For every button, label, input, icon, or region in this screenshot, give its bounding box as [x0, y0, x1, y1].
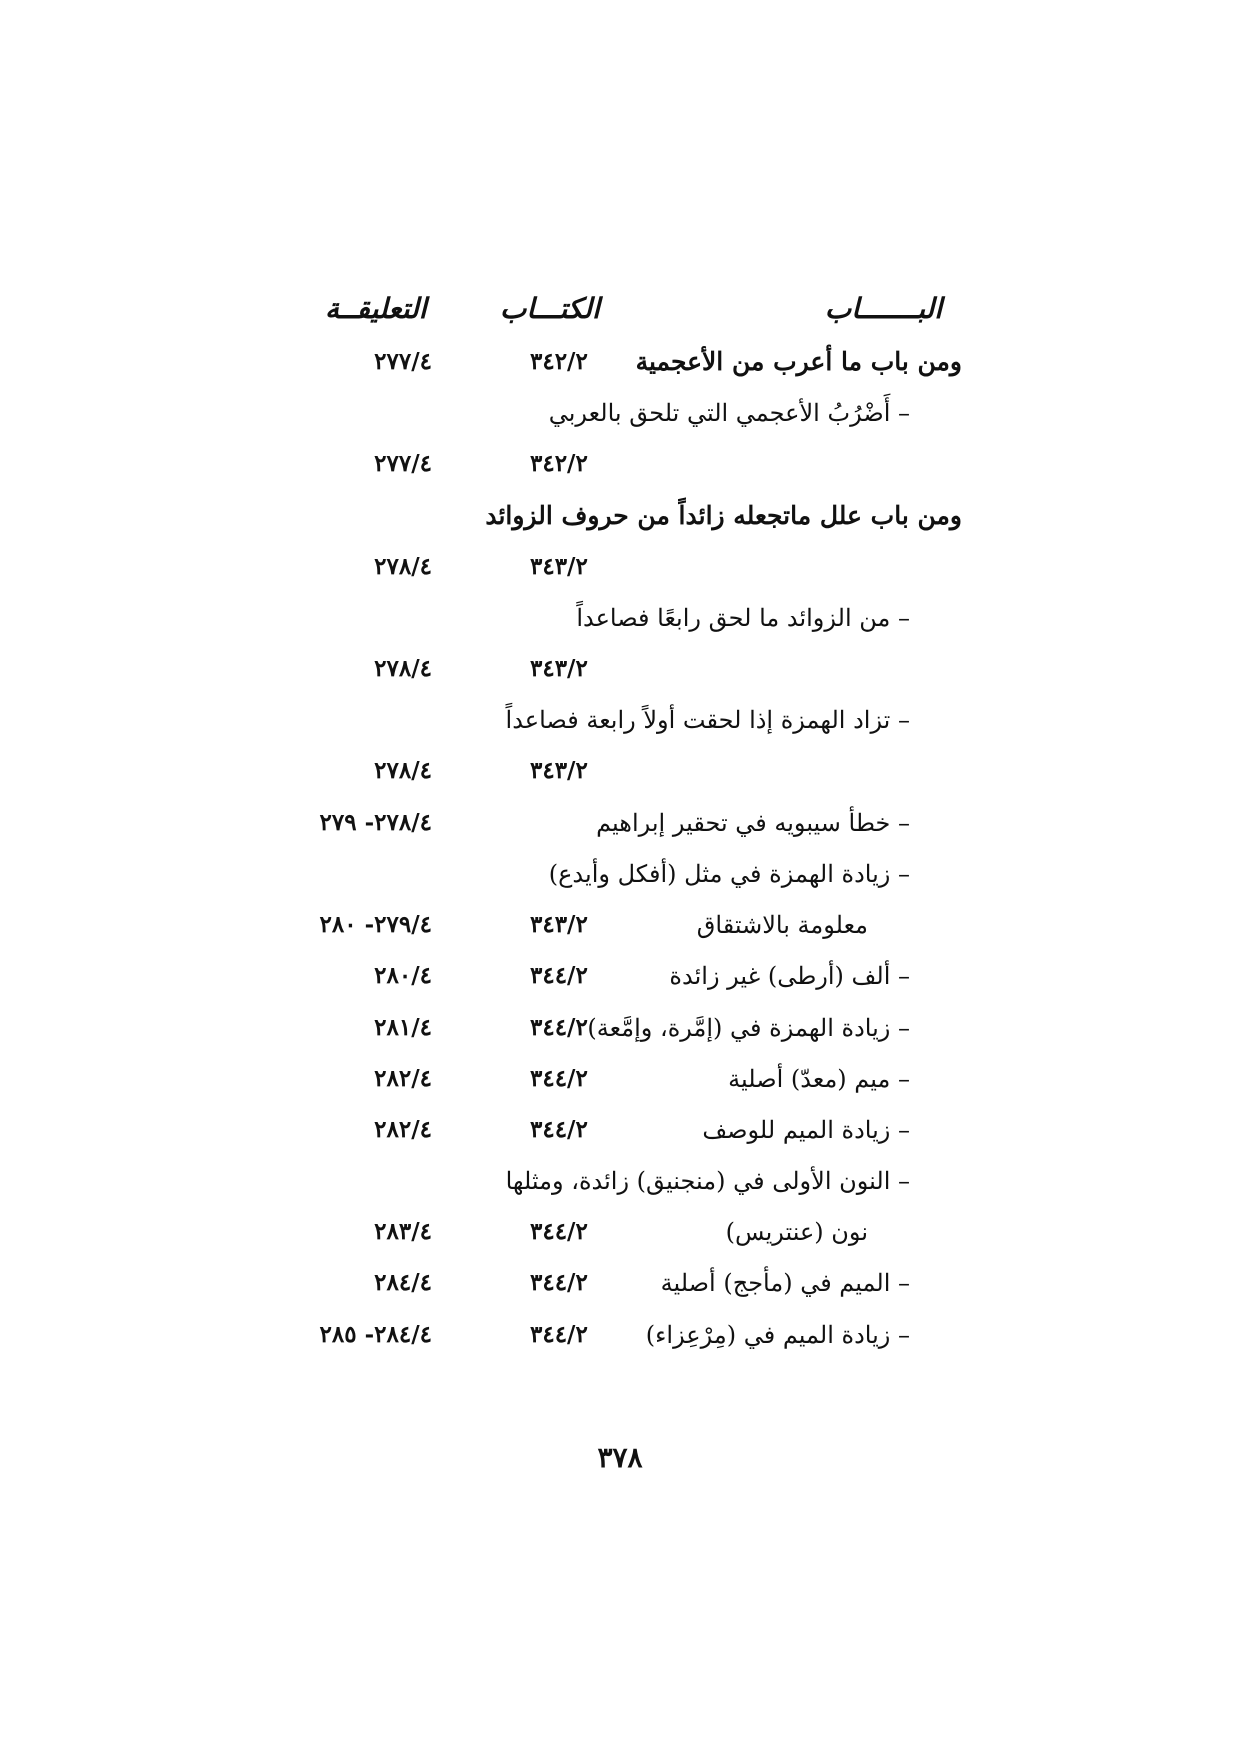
index-row: [0, 1161, 1240, 1201]
taliqa-ref: ٢٨٣/٤: [374, 1218, 432, 1245]
kitab-ref: ٣٤٤/٢: [530, 962, 588, 989]
column-header-taliqa: التعليقــة: [325, 292, 427, 325]
kitab-ref: ٣٤٣/٢: [530, 911, 588, 938]
index-row: [0, 649, 1240, 689]
bab-title: نون (عنتريس): [725, 1218, 868, 1246]
index-row: [0, 854, 1240, 894]
taliqa-ref: ٢٧٨/٤: [374, 553, 432, 580]
index-row: [0, 496, 1240, 536]
bab-title: – من الزوائد ما لحق رابعًا فصاعداً: [576, 604, 910, 632]
bab-title: – الميم في (مأجج) أصلية: [660, 1269, 910, 1297]
bab-title: – النون الأولى في (منجنيق) زائدة، ومثلها: [505, 1167, 910, 1195]
bab-title: – زيادة الميم للوصف: [702, 1116, 910, 1144]
bab-title: – زيادة الهمزة في مثل (أفكل وأيدع): [548, 860, 910, 888]
kitab-ref: ٣٤٢/٢: [530, 348, 588, 375]
taliqa-ref: ٢٨٠/٤: [374, 962, 432, 989]
index-row: [0, 393, 1240, 433]
bab-title: ومن باب ما أعرب من الأعجمية: [635, 347, 962, 376]
taliqa-ref: ٢٧٧/٤: [374, 348, 432, 375]
column-header-kitab: الكتـــاب: [500, 292, 600, 325]
index-row: [0, 700, 1240, 740]
index-row: [0, 1059, 1240, 1099]
index-row: [0, 547, 1240, 587]
kitab-ref: ٣٤٣/٢: [530, 553, 588, 580]
taliqa-ref: ٢٧٨/٤: [374, 757, 432, 784]
kitab-ref: ٣٤٣/٢: [530, 757, 588, 784]
bab-title: – زيادة الميم في (مِرْعِزاء): [645, 1321, 910, 1349]
index-row: [0, 598, 1240, 638]
bab-title: – ميم (معدّ) أصلية: [728, 1065, 910, 1093]
bab-title: – ألف (أرطى) غير زائدة: [669, 962, 910, 990]
page-number: ٣٧٨: [597, 1441, 643, 1474]
kitab-ref: ٣٤٤/٢: [530, 1269, 588, 1296]
taliqa-ref: ٢٨١/٤: [374, 1014, 432, 1041]
index-row: [0, 342, 1240, 382]
kitab-ref: ٣٤٤/٢: [530, 1218, 588, 1245]
kitab-ref: ٣٤٣/٢: [530, 655, 588, 682]
index-row: [0, 956, 1240, 996]
index-row: [0, 1315, 1240, 1355]
index-row: [0, 444, 1240, 484]
taliqa-ref: ٢٨٢/٤: [374, 1065, 432, 1092]
bab-title: ومن باب علل ماتجعله زائداً من حروف الزوائد: [485, 501, 962, 530]
kitab-ref: ٣٤٤/٢: [530, 1065, 588, 1092]
taliqa-ref: ٢٨٤/٤- ٢٨٥: [319, 1321, 432, 1348]
column-header-bab: البـــــــاب: [824, 292, 942, 325]
index-row: [0, 1212, 1240, 1252]
kitab-ref: ٣٤٤/٢: [530, 1116, 588, 1143]
bab-title: – تزاد الهمزة إذا لحقت أولاً رابعة فصاعداً: [505, 706, 910, 734]
taliqa-ref: ٢٨٤/٤: [374, 1269, 432, 1296]
index-row: [0, 803, 1240, 843]
index-row: [0, 751, 1240, 791]
index-row: [0, 1263, 1240, 1303]
kitab-ref: ٣٤٢/٢: [530, 450, 588, 477]
taliqa-ref: ٢٧٨/٤- ٢٧٩: [319, 809, 432, 836]
taliqa-ref: ٢٧٩/٤- ٢٨٠: [319, 911, 432, 938]
index-row: [0, 905, 1240, 945]
bab-title: – أَضْرُبُ الأعجمي التي تلحق بالعربي: [548, 399, 910, 427]
taliqa-ref: ٢٧٨/٤: [374, 655, 432, 682]
index-row: [0, 1110, 1240, 1150]
kitab-ref: ٣٤٤/٢: [530, 1014, 588, 1041]
bab-title: معلومة بالاشتقاق: [696, 911, 868, 939]
taliqa-ref: ٢٧٧/٤: [374, 450, 432, 477]
taliqa-ref: ٢٨٢/٤: [374, 1116, 432, 1143]
index-row: [0, 1008, 1240, 1048]
bab-title: – خطأ سيبويه في تحقير إبراهيم: [596, 809, 910, 837]
bab-title: – زيادة الهمزة في (إمَّرة، وإمَّعة): [587, 1014, 910, 1042]
kitab-ref: ٣٤٤/٢: [530, 1321, 588, 1348]
